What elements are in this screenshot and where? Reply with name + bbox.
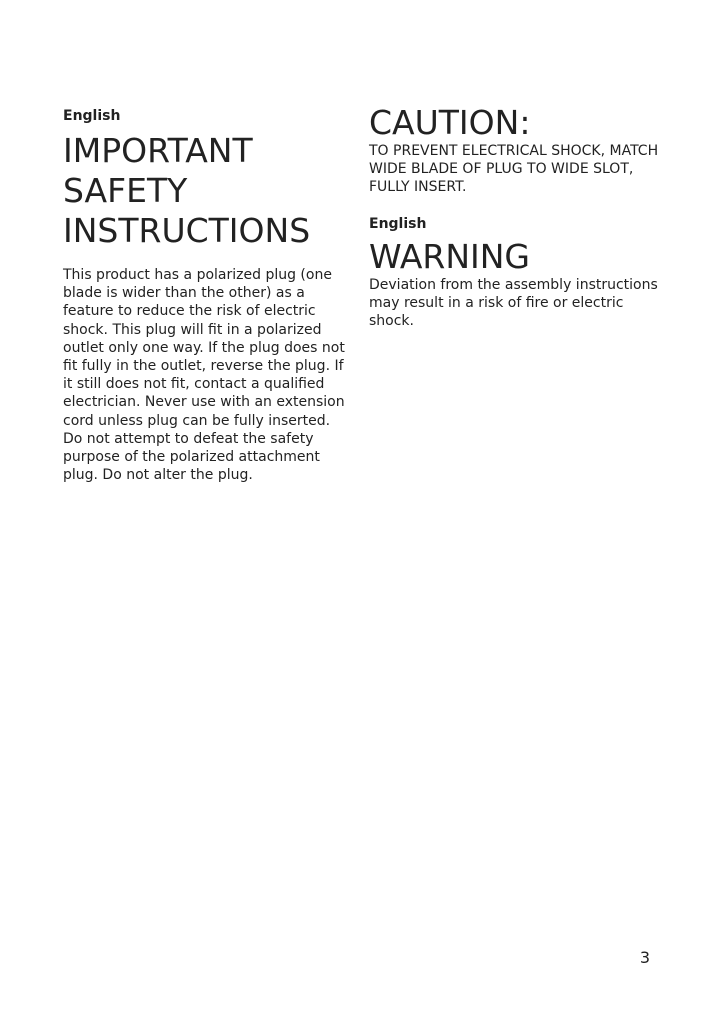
- heading-line: IMPORTANT: [63, 131, 253, 170]
- heading-line: INSTRUCTIONS: [63, 211, 311, 250]
- heading-line: SAFETY: [63, 171, 188, 210]
- important-safety-instructions-heading: [63, 131, 348, 251]
- page-number: 3: [639, 948, 650, 967]
- caution-warning-column: [369, 104, 659, 330]
- safety-instructions-column: [63, 106, 348, 484]
- warning-text: Deviation from the assembly instructions may result in a risk of fire or electric shock.: [369, 276, 658, 330]
- polarized-plug-paragraph: This product has a polarized plug (one blade is wider than the other) as a feature to reduce the risk of electric shock. This plug will fit in a polarized outlet only one way. If the plug does not fit fully in the outlet, reverse the plug. If it still does not fit, contact a qualified electrician. Never use with an extension cord unless plug can be fully inserted. Do not attempt to defeat the safety purpose of the polarized attachment plug. Do not alter the plug.: [63, 267, 345, 484]
- language-label: English: [63, 108, 121, 124]
- warning-heading: WARNING: [369, 236, 531, 276]
- caution-text: TO PREVENT ELECTRICAL SHOCK, MATCH WIDE BLADE OF PLUG TO WIDE SLOT, FULLY INSERT.: [369, 143, 659, 196]
- language-label: English: [369, 215, 427, 232]
- caution-heading: CAUTION:: [369, 103, 531, 142]
